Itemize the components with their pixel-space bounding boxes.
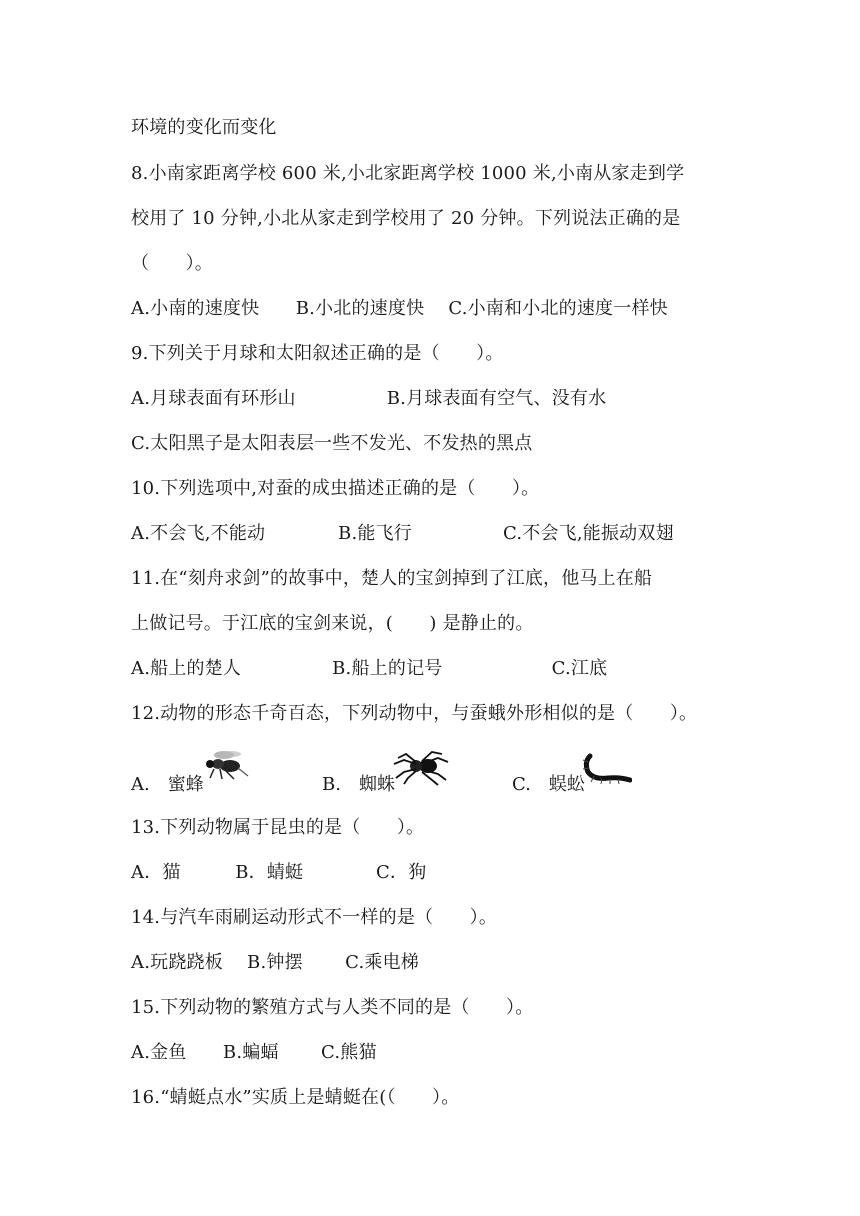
question-10: 10.下列选项中,对蚕的成虫描述正确的是（ ）。 [131, 478, 540, 499]
text-line: 校用了 10 分钟,小北从家走到学校用了 20 分钟。下列说法正确的是 [131, 208, 681, 229]
options-9-ab: A.月球表面有环形山 B.月球表面有空气、没有水 [131, 388, 607, 409]
question-9: 9.下列关于月球和太阳叙述正确的是（ ）。 [131, 343, 504, 364]
question-16: 16.“蜻蜓点水”实质上是蜻蜓在(（ ）。 [131, 1087, 460, 1108]
option-b-label: B. 蜘蛛 [322, 774, 395, 795]
options-8: A.小南的速度快 B.小北的速度快 C.小南和小北的速度一样快 [131, 298, 668, 319]
bee-icon [200, 746, 252, 782]
question-15: 15.下列动物的繁殖方式与人类不同的是（ ）。 [131, 997, 534, 1018]
question-13: 13.下列动物属于昆虫的是（ ）。 [131, 817, 425, 838]
question-11: 11.在“刻舟求剑”的故事中，楚人的宝剑掉到了江底，他马上在船 [131, 568, 653, 589]
options-10: A.不会飞,不能动 B.能飞行 C.不会飞,能振动双翅 [131, 523, 674, 544]
question-8: 8.小南家距离学校 600 米,小北家距离学校 1000 米,小南从家走到学 [131, 163, 685, 184]
options-11: A.船上的楚人 B.船上的记号 C.江底 [131, 658, 608, 679]
option-a-label: A. 蜜蜂 [131, 774, 204, 795]
option-c-label: C. 蜈蚣 [512, 774, 585, 795]
spider-icon [392, 748, 452, 786]
answer-blank: （ ）。 [131, 253, 213, 274]
options-14: A.玩跷跷板 B.钟摆 C.乘电梯 [131, 952, 419, 973]
options-15: A.金鱼 B.蝙蝠 C.熊猫 [131, 1042, 377, 1063]
question-14: 14.与汽车雨刷运动形式不一样的是（ ）。 [131, 907, 498, 928]
options-9-c: C.太阳黑子是太阳表层一些不发光、不发热的黑点 [131, 433, 533, 454]
text-line: 环境的变化而变化 [131, 117, 277, 138]
text-line: 上做记号。于江底的宝剑来说，( ) 是静止的。 [131, 613, 534, 634]
options-13: A．猫 B．蜻蜓 C．狗 [131, 862, 427, 883]
question-12: 12.动物的形态千奇百态，下列动物中，与蚕蛾外形相似的是（ ）。 [131, 703, 698, 724]
centipede-icon [580, 752, 632, 786]
